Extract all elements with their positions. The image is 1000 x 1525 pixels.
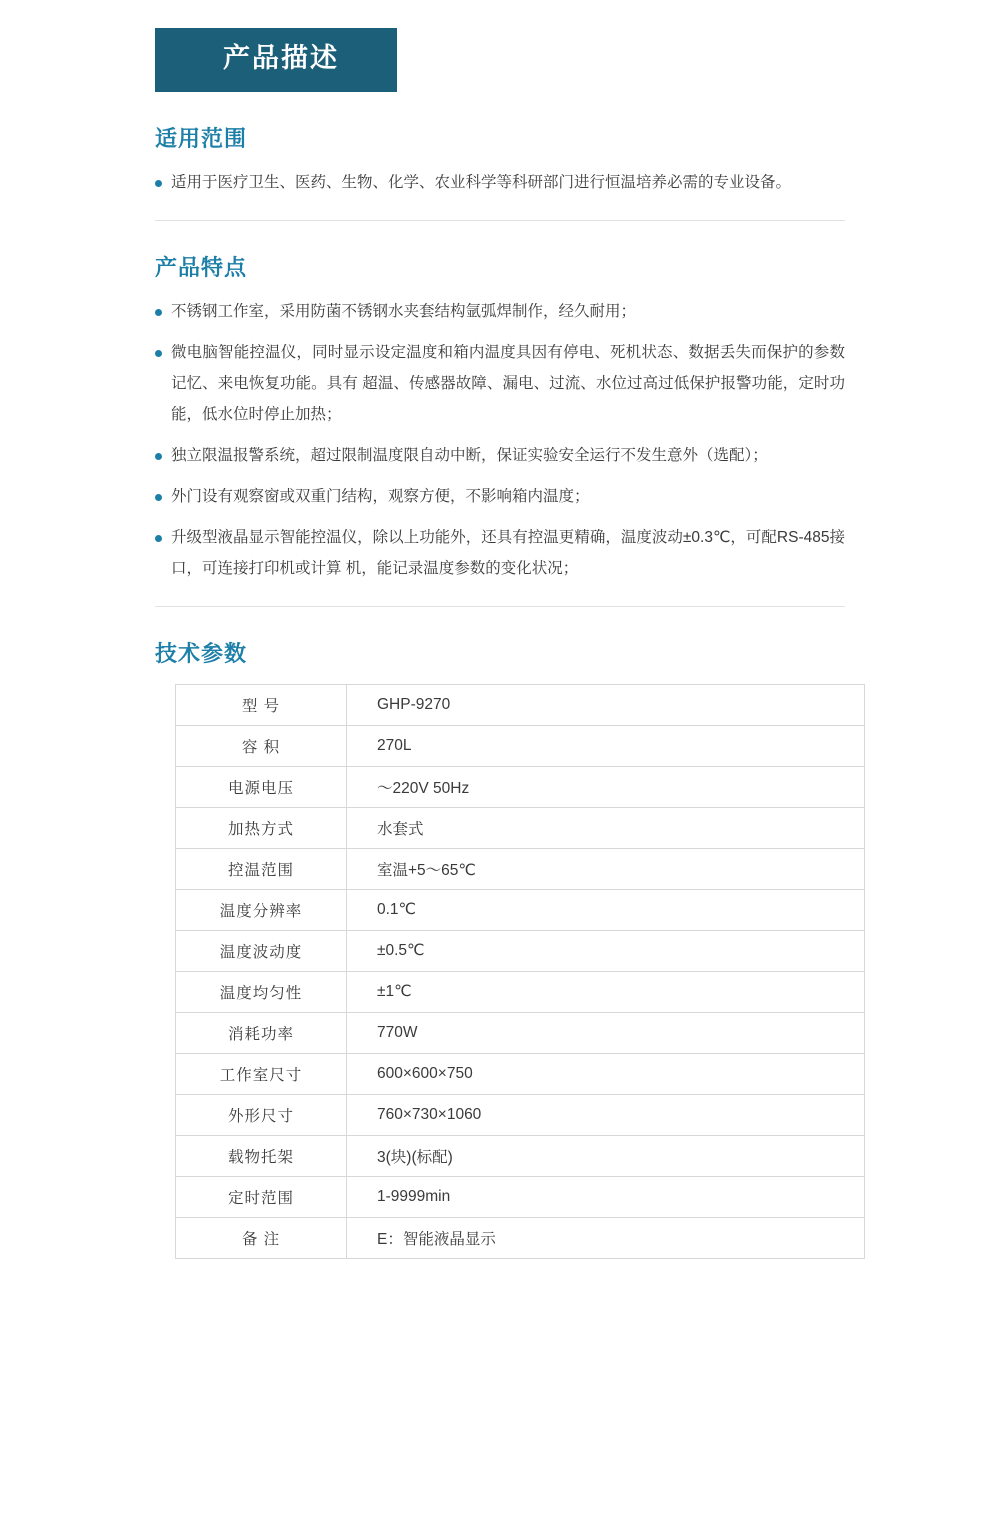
list-item	[155, 522, 845, 584]
list-item-text: 适用于医疗卫生、医药、生物、化学、农业科学等科研部门进行恒温培养必需的专业设备。	[171, 173, 792, 191]
spec-value: 1-9999min	[347, 1176, 865, 1217]
table-row	[176, 930, 865, 971]
spec-key: 载物托架	[176, 1135, 347, 1176]
table-row	[176, 1053, 865, 1094]
spec-value: 600×600×750	[347, 1053, 865, 1094]
spec-key: 控温范围	[176, 848, 347, 889]
list-item	[155, 337, 845, 430]
divider	[155, 606, 845, 607]
section-scope	[155, 122, 845, 221]
spec-value: GHP-9270	[347, 684, 865, 725]
list-item	[155, 167, 845, 198]
section-specs	[155, 637, 845, 1259]
section-features	[155, 251, 845, 607]
spec-key: 容 积	[176, 725, 347, 766]
spec-value: 270L	[347, 725, 865, 766]
section-title-specs: 技术参数	[155, 640, 248, 666]
spec-value: 水套式	[347, 807, 865, 848]
table-row	[176, 725, 865, 766]
spec-value: ±1℃	[347, 971, 865, 1012]
bullet-dot-icon	[155, 180, 162, 187]
table-row	[176, 766, 865, 807]
spec-value: ±0.5℃	[347, 930, 865, 971]
spec-table-container	[155, 684, 845, 1259]
table-row	[176, 684, 865, 725]
features-list	[155, 296, 845, 584]
table-row	[176, 971, 865, 1012]
list-item-text: 不锈钢工作室，采用防菌不锈钢水夹套结构氩弧焊制作，经久耐用；	[171, 302, 637, 320]
page-title: 产品描述	[155, 28, 397, 92]
list-item-text: 升级型液晶显示智能控温仪，除以上功能外，还具有控温更精确，温度波动±0.3℃，可配RS-485接口，可连接打印机或计算 机，能记录温度参数的变化状况；	[171, 528, 845, 577]
spec-key: 温度波动度	[176, 930, 347, 971]
list-item-text: 外门设有观察窗或双重门结构，观察方便，不影响箱内温度；	[171, 487, 590, 505]
list-item	[155, 296, 845, 327]
list-item-text: 微电脑智能控温仪，同时显示设定温度和箱内温度具因有停电、死机状态、数据丢失而保护的参数记忆、来电恢复功能。具有 超温、传感器故障、漏电、过流、水位过高过低保护报警功能，定时功能，低水位时停止加热；	[171, 343, 845, 423]
bullet-dot-icon	[155, 453, 162, 460]
bullet-dot-icon	[155, 494, 162, 501]
bottom-spacer	[155, 1259, 845, 1419]
table-row	[176, 889, 865, 930]
table-row	[176, 807, 865, 848]
spec-key: 备 注	[176, 1217, 347, 1258]
spec-key: 外形尺寸	[176, 1094, 347, 1135]
table-row	[176, 1012, 865, 1053]
list-item	[155, 481, 845, 512]
table-row	[176, 1176, 865, 1217]
spec-key: 温度分辨率	[176, 889, 347, 930]
scope-list	[155, 167, 845, 198]
list-item-text: 独立限温报警系统，超过限制温度限自动中断，保证实验安全运行不发生意外（选配）；	[171, 446, 768, 464]
table-row	[176, 848, 865, 889]
section-title-scope: 适用范围	[155, 125, 248, 151]
spec-value: 室温+5～65℃	[347, 848, 865, 889]
table-row	[176, 1135, 865, 1176]
spec-key: 加热方式	[176, 807, 347, 848]
spec-value: 3(块)(标配)	[347, 1135, 865, 1176]
spec-table	[175, 684, 865, 1259]
spec-value: 760×730×1060	[347, 1094, 865, 1135]
divider	[155, 220, 845, 221]
list-item	[155, 440, 845, 471]
spec-key: 型 号	[176, 684, 347, 725]
content-area	[0, 122, 1000, 1419]
spec-value: ～220V 50Hz	[347, 766, 865, 807]
spec-key: 定时范围	[176, 1176, 347, 1217]
spec-key: 电源电压	[176, 766, 347, 807]
spec-value: E：智能液晶显示	[347, 1217, 865, 1258]
bullet-dot-icon	[155, 535, 162, 542]
section-title-features: 产品特点	[155, 254, 248, 280]
banner-container	[0, 0, 1000, 92]
spec-value: 770W	[347, 1012, 865, 1053]
spec-value: 0.1℃	[347, 889, 865, 930]
table-row	[176, 1217, 865, 1258]
spec-key: 温度均匀性	[176, 971, 347, 1012]
spec-key: 工作室尺寸	[176, 1053, 347, 1094]
table-row	[176, 1094, 865, 1135]
bullet-dot-icon	[155, 350, 162, 357]
bullet-dot-icon	[155, 309, 162, 316]
spec-key: 消耗功率	[176, 1012, 347, 1053]
